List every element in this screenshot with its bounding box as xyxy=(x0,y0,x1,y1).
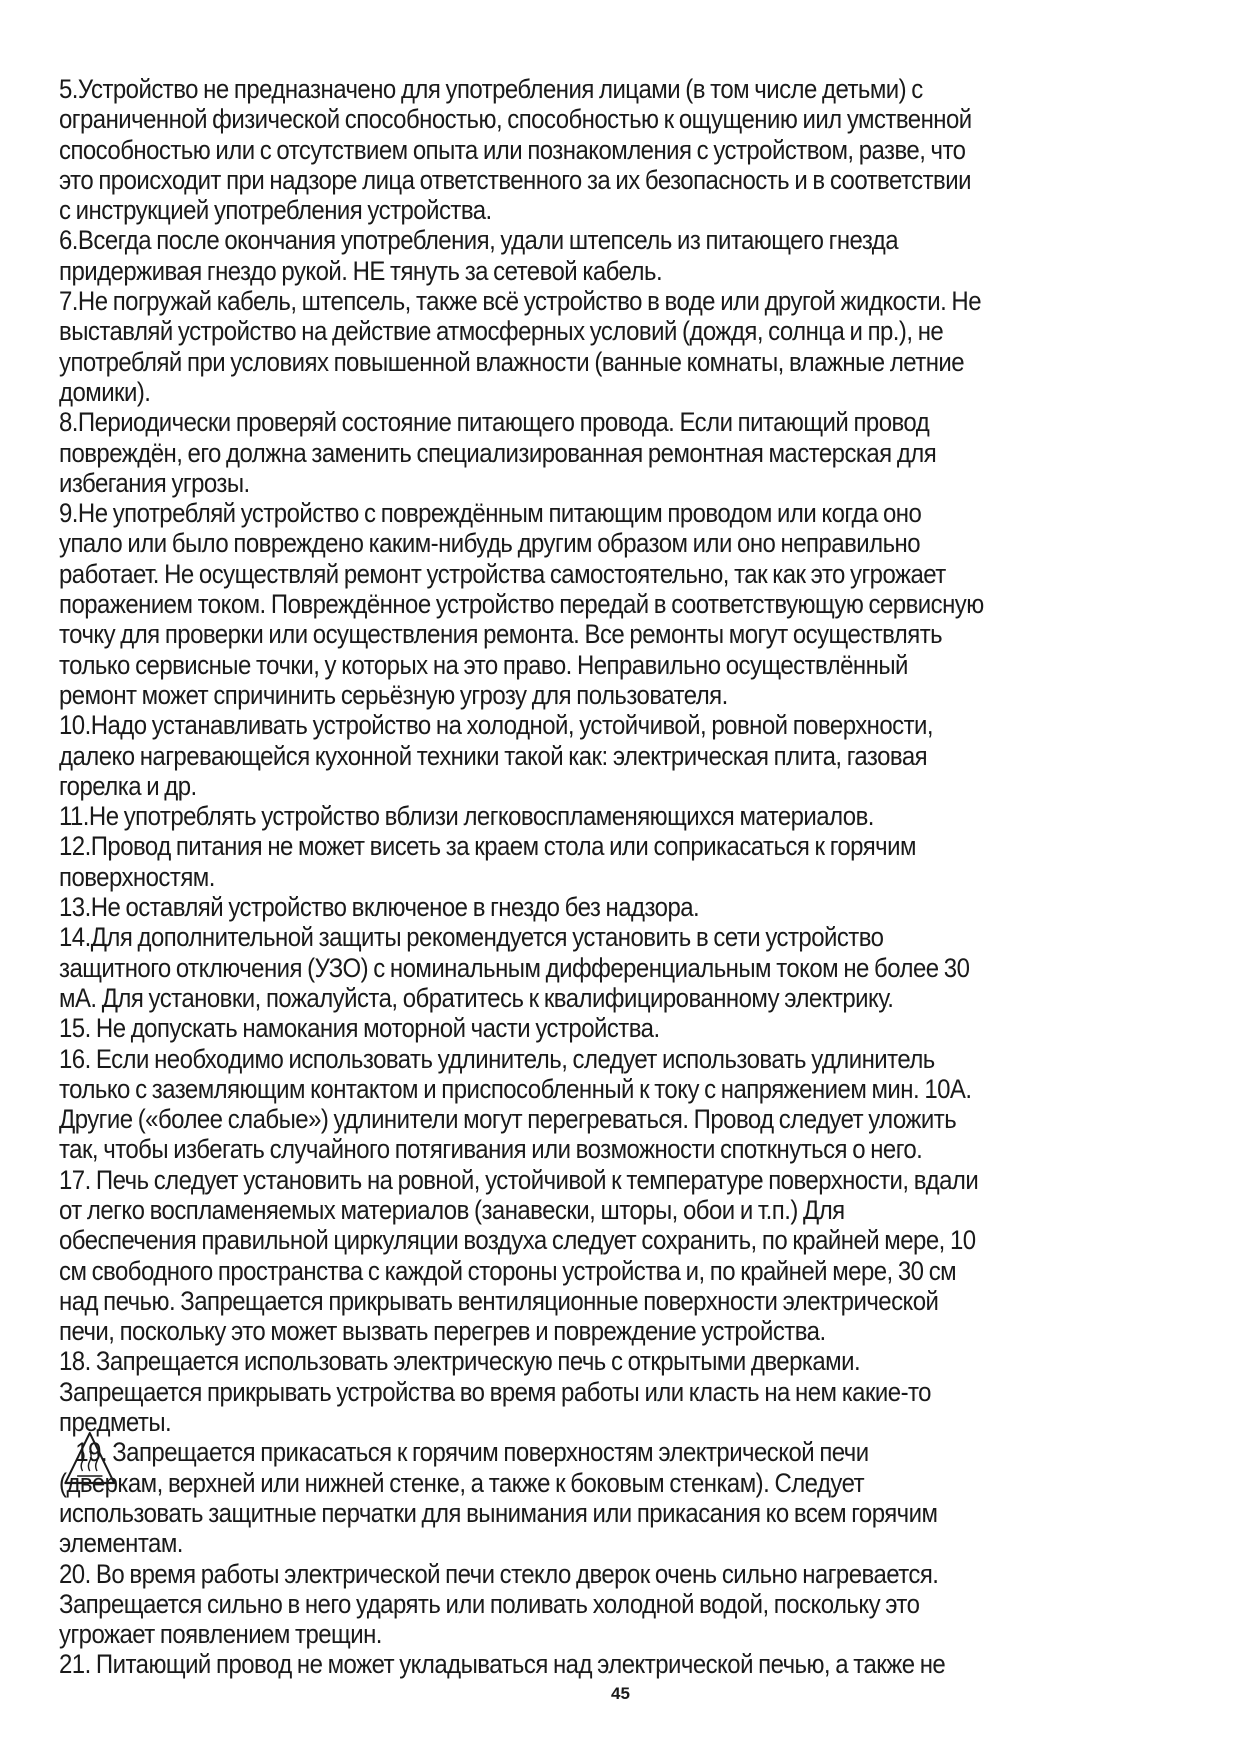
text-line: 18. Запрещается использовать электрическую печь с открытыми дверками. xyxy=(59,1346,861,1377)
text-line: домики). xyxy=(59,376,151,407)
text-line: Запрещается сильно в него ударять или поливать холодной водой, поскольку это xyxy=(59,1588,920,1619)
text-line: мА. Для установки, пожалуйста, обратитесь к квалифицированному электрику. xyxy=(59,982,894,1013)
text-line: 11.Не употреблять устройство вблизи легковоспламеняющихся материалов. xyxy=(59,801,874,832)
text-line: работает. Не осуществляй ремонт устройства самостоятельно, так как это угрожает xyxy=(59,558,946,589)
text-line: над печью. Запрещается прикрывать вентиляционные поверхности электрической xyxy=(59,1285,939,1316)
warning-line-2: (дверкам, верхней или нижней стенке, а также к боковым стенкам). Следует xyxy=(59,1467,865,1498)
text-line: Другие («более слабые») удлинители могут перегреваться. Провод следует уложить xyxy=(59,1104,957,1135)
text-block-top xyxy=(59,74,1082,1437)
text-line: 13.Не оставляй устройство включеное в гнездо без надзора. xyxy=(59,892,700,923)
text-line: 10.Надо устанавливать устройство на холодной, устойчивой, ровной поверхности, xyxy=(59,710,934,741)
text-line: ремонт может спричинить серьёзную угрозу для пользователя. xyxy=(59,679,728,710)
warning-paragraph xyxy=(59,1437,1082,1498)
text-line: угрожает появлением трещин. xyxy=(59,1619,382,1650)
text-line: ограниченной физической способностью, способностью к ощущению иил умственной xyxy=(59,104,972,135)
text-line: от легко воспламеняемых материалов (занавески, шторы, обои и т.п.) Для xyxy=(59,1194,845,1225)
text-line: избегания угрозы. xyxy=(59,467,250,498)
text-line: 9.Не употребляй устройство с повреждённым питающим проводом или когда оно xyxy=(59,498,922,529)
warning-line-1: 19. Запрещается прикасаться к горячим поверхностям электрической печи xyxy=(75,1437,869,1468)
text-line: горелка и др. xyxy=(59,770,197,801)
text-block-bottom xyxy=(59,1498,1082,1680)
text-line: 15. Не допускать намокания моторной части устройства. xyxy=(59,1013,660,1044)
text-line: с инструкцией употребления устройства. xyxy=(59,195,492,226)
text-line: Запрещается прикрывать устройства во время работы или класть на нем какие-то xyxy=(59,1376,931,1407)
text-line: способностью или с отсутствием опыта или познакомления с устройством, разве, что xyxy=(59,134,966,165)
text-line: поражением током. Повреждённое устройство передай в соответствующую сервисную xyxy=(59,589,984,620)
document-body xyxy=(59,74,1082,1680)
text-line: 20. Во время работы электрической печи стекло дверок очень сильно нагревается. xyxy=(59,1558,939,1589)
text-line: только с заземляющим контактом и приспособленный к току с напряжением мин. 10А. xyxy=(59,1073,972,1104)
text-line: 21. Питающий провод не может укладываться над электрической печью, а также не xyxy=(59,1649,946,1680)
text-line: 16. Если необходимо использовать удлинитель, следует использовать удлинитель xyxy=(59,1043,935,1074)
text-line: 7.Не погружай кабель, штепсель, также всё устройство в воде или другой жидкости. Не xyxy=(59,286,982,317)
text-line: поверхностям. xyxy=(59,861,215,892)
text-line: употребляй при условиях повышенной влажности (ванные комнаты, влажные летние xyxy=(59,346,965,377)
text-line: 8.Периодически проверяй состояние питающего провода. Если питающий провод xyxy=(59,407,930,438)
text-line: 6.Всегда после окончания употребления, удали штепсель из питающего гнезда xyxy=(59,225,899,256)
text-line: 14.Для дополнительной защиты рекомендуется установить в сети устройство xyxy=(59,922,884,953)
text-line: придерживая гнездо рукой. НЕ тянуть за сетевой кабель. xyxy=(59,255,663,286)
text-line: элементам. xyxy=(59,1528,183,1559)
text-line: упало или было повреждено каким-нибудь другим образом или оно неправильно xyxy=(59,528,921,559)
text-line: 12.Провод питания не может висеть за краем стола или соприкасаться к горячим xyxy=(59,831,916,862)
text-line: использовать защитные перчатки для вынимания или прикасания ко всем горячим xyxy=(59,1497,938,1528)
text-line: см свободного пространства с каждой стороны устройства и, по крайней мере, 30 см xyxy=(59,1255,957,1286)
text-line: так, чтобы избегать случайного потягивания или возможности споткнуться о него. xyxy=(59,1134,923,1165)
text-line: повреждён, его должна заменить специализированная ремонтная мастерская для xyxy=(59,437,937,468)
text-line: обеспечения правильной циркуляции воздуха следует сохранить, по крайней мере, 10 xyxy=(59,1225,976,1256)
page-number: 45 xyxy=(611,1684,630,1703)
text-line: предметы. xyxy=(59,1407,172,1438)
text-line: 17. Печь следует установить на ровной, устойчивой к температуре поверхности, вдали xyxy=(59,1164,979,1195)
text-line: только сервисные точки, у которых на это право. Неправильно осуществлённый xyxy=(59,649,908,680)
text-line: выставляй устройство на действие атмосферных условий (дождя, солнца и пр.), не xyxy=(59,316,944,347)
text-line: точку для проверки или осуществления ремонта. Все ремонты могут осуществлять xyxy=(59,619,943,650)
text-line: далеко нагревающейся кухонной техники такой как: электрическая плита, газовая xyxy=(59,740,928,771)
text-line: защитного отключения (УЗО) с номинальным дифференциальным током не более 30 xyxy=(59,952,970,983)
text-line: печи, поскольку это может вызвать перегрев и повреждение устройства. xyxy=(59,1316,826,1347)
hot-surface-warning-icon xyxy=(63,1429,117,1489)
text-line: 5.Устройство не предназначено для употребления лицами (в том числе детьми) с xyxy=(59,74,923,104)
text-line: это происходит при надзоре лица ответственного за их безопасность и в соответствии xyxy=(59,164,971,195)
